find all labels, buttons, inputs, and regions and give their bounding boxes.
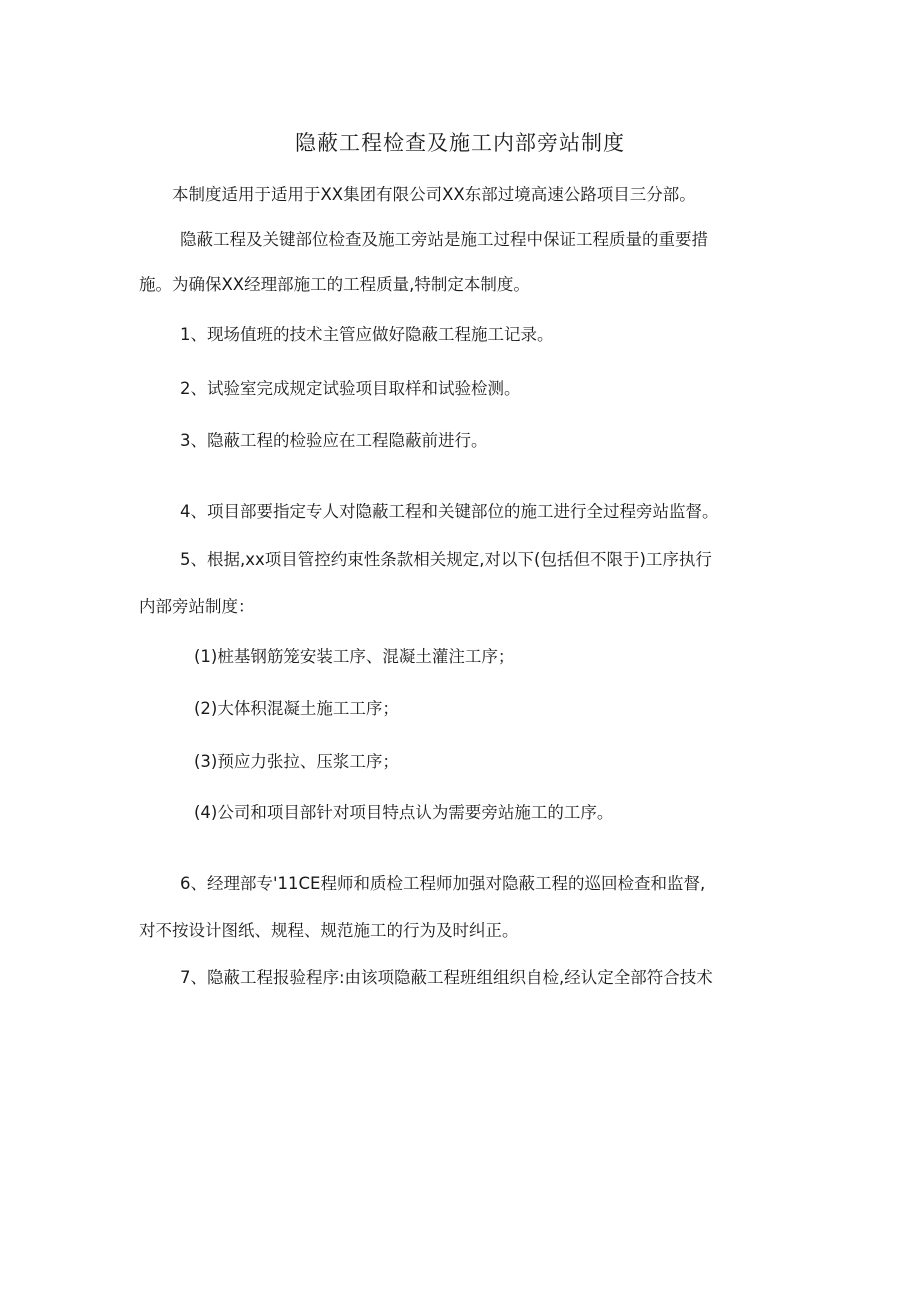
list-item-5-line-1: 5、根据,xx项目管控约束性条款相关规定,对以下(包括但不限于)工序执行: [180, 550, 712, 569]
list-item-7: 7、隐蔽工程报验程序:由该项隐蔽工程班组组织自检,经认定全部符合技术: [180, 968, 713, 987]
scope-paragraph: 本制度适用于适用于XX集团有限公司XX东部过境高速公路项目三分部。: [172, 185, 696, 204]
sub-item-3: (3)预应力张拉、压浆工序；: [194, 752, 399, 771]
list-item-6-line-2: 对不按设计图纸、规程、规范施工的行为及时纠正。: [139, 921, 519, 940]
list-item-6-line-1: 6、经理部专'11CE程师和质检工程师加强对隐蔽工程的巡回检查和监督,: [180, 874, 706, 893]
document-title: 隐蔽工程检查及施工内部旁站制度: [295, 131, 625, 155]
list-item-5-line-2: 内部旁站制度：: [139, 597, 255, 616]
sub-item-2: (2)大体积混凝土施工工序；: [194, 699, 399, 718]
sub-item-1: (1)桩基钢筋笼安装工序、混凝土灌注工序；: [194, 647, 515, 666]
list-item-3: 3、隐蔽工程的检验应在工程隐蔽前进行。: [180, 431, 488, 450]
intro-paragraph-line-2: 施。为确保XX经理部施工的工程质量,特制定本制度。: [139, 275, 530, 294]
list-item-1: 1、现场值班的技术主管应做好隐蔽工程施工记录。: [180, 325, 554, 344]
list-item-2: 2、试验室完成规定试验项目取样和试验检测。: [180, 379, 521, 398]
sub-item-4: (4)公司和项目部针对项目特点认为需要旁站施工的工序。: [194, 803, 614, 822]
list-item-4: 4、项目部要指定专人对隐蔽工程和关键部位的施工进行全过程旁站监督。: [180, 502, 719, 521]
intro-paragraph-line-1: 隐蔽工程及关键部位检查及施工旁站是施工过程中保证工程质量的重要措: [180, 230, 708, 249]
